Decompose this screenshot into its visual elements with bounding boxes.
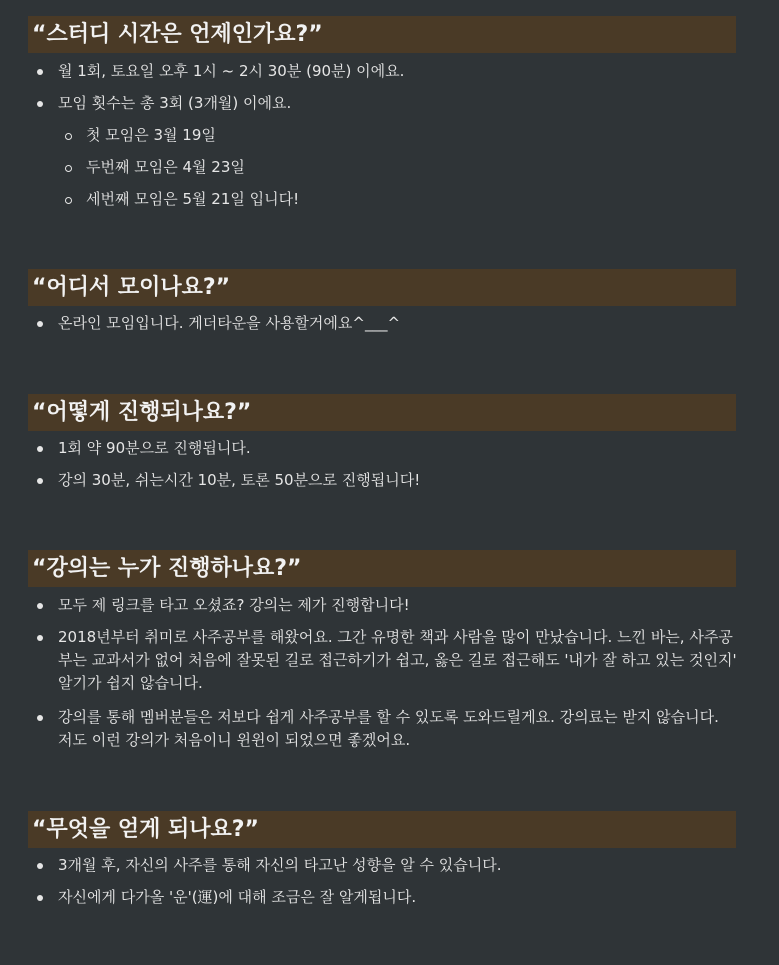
hollow-bullet-icon — [65, 197, 72, 204]
bullet-icon — [37, 895, 43, 901]
list-item — [58, 92, 738, 115]
list-item-text: 자신에게 다가올 '운'(運)에 대해 조금은 잘 알게됩니다. — [58, 888, 417, 906]
list-item — [58, 706, 738, 752]
section-heading-benefits: “무엇을 얻게 되나요?” — [28, 811, 736, 848]
bullet-icon — [37, 446, 43, 452]
sub-list-item — [86, 124, 738, 147]
list-item — [58, 594, 738, 617]
sub-list-item — [86, 188, 738, 211]
list-item — [58, 886, 738, 909]
sub-list-item-text: 첫 모임은 3월 19일 — [86, 126, 216, 144]
list-item — [58, 437, 738, 460]
list-item-text: 모두 제 링크를 타고 오셨죠? 강의는 제가 진행합니다! — [58, 596, 410, 614]
sub-list-item-text: 세번째 모임은 5월 21일 입니다! — [86, 190, 300, 208]
hollow-bullet-icon — [65, 133, 72, 140]
bullet-icon — [37, 321, 43, 327]
list-item-text: 강의를 통해 멤버분들은 저보다 쉽게 사주공부를 할 수 있도록 도와드릴게요. 강의료는 받지 않습니다. 저도 이런 강의가 처음이니 윈윈이 되었으면 좋겠어요. — [58, 708, 719, 749]
list-item — [58, 469, 738, 492]
bullet-icon — [37, 603, 43, 609]
list-item-text: 월 1회, 토요일 오후 1시 ~ 2시 30분 (90분) 이에요. — [58, 62, 405, 80]
bullet-icon — [37, 863, 43, 869]
list-item — [58, 312, 738, 335]
sub-list-item — [86, 156, 738, 179]
bullet-icon — [37, 478, 43, 484]
section-heading-study-time: “스터디 시간은 언제인가요?” — [28, 16, 736, 53]
bullet-icon — [37, 635, 43, 641]
list-item-text: 온라인 모임입니다. 게더타운을 사용할거에요^___^ — [58, 314, 401, 332]
bullet-icon — [37, 101, 43, 107]
list-item — [58, 626, 738, 695]
sub-list-item-text: 두번째 모임은 4월 23일 — [86, 158, 245, 176]
list-item-text: 모임 횟수는 총 3회 (3개월) 이에요. — [58, 94, 292, 112]
list-item-text: 2018년부터 취미로 사주공부를 해왔어요. 그간 유명한 책과 사람을 많이 만났습니다. 느낀 바는, 사주공부는 교과서가 없어 처음에 잘못된 길로 접근하기가 쉽고, 옳은 길로 접근해도 '내가 잘 하고 있는 것인지' 알기가 쉽지 않습니다. — [58, 628, 737, 692]
bullet-icon — [37, 715, 43, 721]
list-item-text: 1회 약 90분으로 진행됩니다. — [58, 439, 251, 457]
section-heading-location: “어디서 모이나요?” — [28, 269, 736, 306]
bullet-icon — [37, 69, 43, 75]
section-heading-instructor: “강의는 누가 진행하나요?” — [28, 550, 736, 587]
list-item-text: 강의 30분, 쉬는시간 10분, 토론 50분으로 진행됩니다! — [58, 471, 421, 489]
list-item — [58, 854, 738, 877]
list-item-text: 3개월 후, 자신의 사주를 통해 자신의 타고난 성향을 알 수 있습니다. — [58, 856, 502, 874]
list-item — [58, 60, 738, 83]
section-heading-progress: “어떻게 진행되나요?” — [28, 394, 736, 431]
hollow-bullet-icon — [65, 165, 72, 172]
